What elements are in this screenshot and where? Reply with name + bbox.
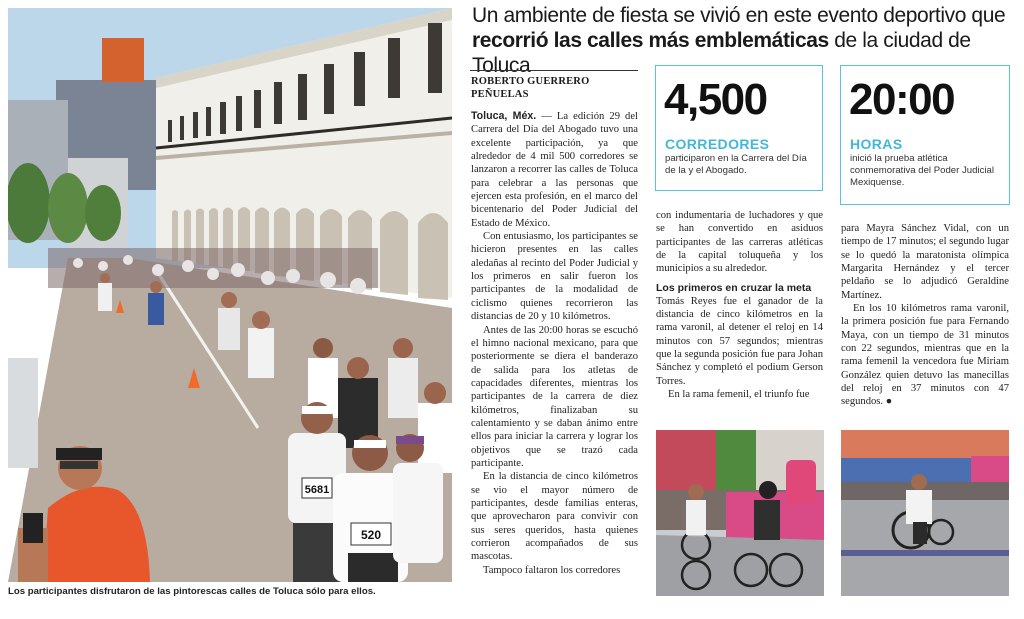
headline-rest: de la ciudad de Toluca: [472, 29, 971, 77]
paragraph-text: En los 10 kilómetros rama varonil, la primera posición fue para Fernando Maya, con un tiempo de 31 minutos con 22 segundos, mientras que en la rama femenil la vencedora fue Miriam González quien detuvo las manecillas del reloj en 37 minutos con 47 segundos.: [841, 303, 1009, 408]
bib-number: 5681: [304, 484, 330, 496]
main-photo: [8, 8, 452, 582]
article-paragraph: Con entusiasmo, los participantes se hicieron presentes en las calles aledañas al recinto del Poder Judicial y los primeros en salir fueron los participantes de la modalidad de ciclismo quienes recorrieron las distancias de 20 y 10 kilómetros.: [471, 231, 638, 323]
stat-description: inició la prueba atlética conmemorativa del Poder Judicial Mexiquense.: [850, 153, 994, 188]
article-paragraph: En la distancia de cinco kilómetros se vio el mayor número de participantes, desde familias enteras, que aprovecharon para convivir con sus seres queridos, hasta quienes corrieron acompañados de sus mascotas.: [471, 471, 638, 563]
article-paragraph: Tampoco faltaron los corredores: [483, 564, 621, 576]
article-subhead: Los primeros en cruzar la meta: [656, 281, 812, 294]
stat-description: participaron en la Carrera del Día de la y el Abogado.: [665, 153, 807, 176]
byline: [471, 75, 641, 101]
byline-line-1: ROBERTO GUERRERO: [471, 76, 590, 87]
byline-line-2: PEÑUELAS: [471, 89, 529, 100]
main-photo-caption: Los participantes disfrutaron de las pintorescas calles de Toluca sólo para ellos.: [8, 586, 376, 597]
article-column-1: [471, 110, 638, 577]
article-paragraph: Antes de las 20:00 horas se escuchó el himno nacional mexicano, para que posteriormente se diera el banderazo de salida para los atletas de capacidades diferentes, mientras los participantes de la carrera de diez kilómetros, finalizaban su calentamiento y se daban ánimo entre ellos para iniciar la carrera y lograr los objetivos que se trazó cada participante.: [471, 324, 638, 469]
wheelchair-athlete-photo: [841, 430, 1009, 596]
article-paragraph: [471, 110, 638, 230]
article-paragraph: con indumentaria de luchadores y que se han convertido en asiduos participantes de las carreras atléticas de la capital toluqueña y los municipios a su alrededor.: [656, 210, 823, 275]
stat-label: CORREDORES: [665, 136, 770, 152]
stat-box-runners: [655, 65, 823, 191]
headline-line-1: Un ambiente de fiesta se vivió en este evento deportivo que: [472, 4, 1006, 27]
stat-number: 20:00: [849, 75, 955, 124]
headline-bold-phrase: recorrió las calles más emblemáticas: [472, 29, 829, 52]
article-paragraph: En la rama femenil, el triunfo fue: [668, 389, 810, 401]
dateline: Toluca, Méx.: [471, 110, 537, 122]
bib-number: 520: [360, 528, 382, 542]
article-paragraph: Tomás Reyes fue el ganador de la distancia de cinco kilómetros en la rama varonil, al detener el reloj en 14 minutos con 57 segundos; mientras que la segunda posición fue para Johan Sánchez y completó el podium Gerson Torres.: [656, 295, 823, 387]
article-paragraph: para Mayra Sánchez Vidal, con un tiempo de 17 minutos; el segundo lugar se lo quedó la maratonista olímpica Margarita Hernández y el tercer peldaño se lo adjudicó Geraldine Martínez.: [841, 223, 1009, 301]
stat-label: HORAS: [850, 136, 903, 152]
article-paragraph: [841, 302, 1009, 409]
paragraph-text: — La edición 29 del Carrera del Día del Abogado tuvo una excelente participación, ya que alrededor de 4 mil 500 corredores se lanzaron a recorrer las calles de Toluca para celebrar a las personas que ejercen esta profesión, en el marco del bicentenario del Poder Judicial del Estado de México.: [471, 111, 638, 229]
byline-rule: [470, 70, 638, 71]
article-column-3: [841, 222, 1009, 409]
article-column-2: [656, 209, 823, 401]
cyclists-photo: [656, 430, 824, 596]
end-mark-icon: ●: [885, 396, 893, 408]
stat-box-time: [840, 65, 1010, 205]
stat-number: 4,500: [664, 75, 767, 124]
